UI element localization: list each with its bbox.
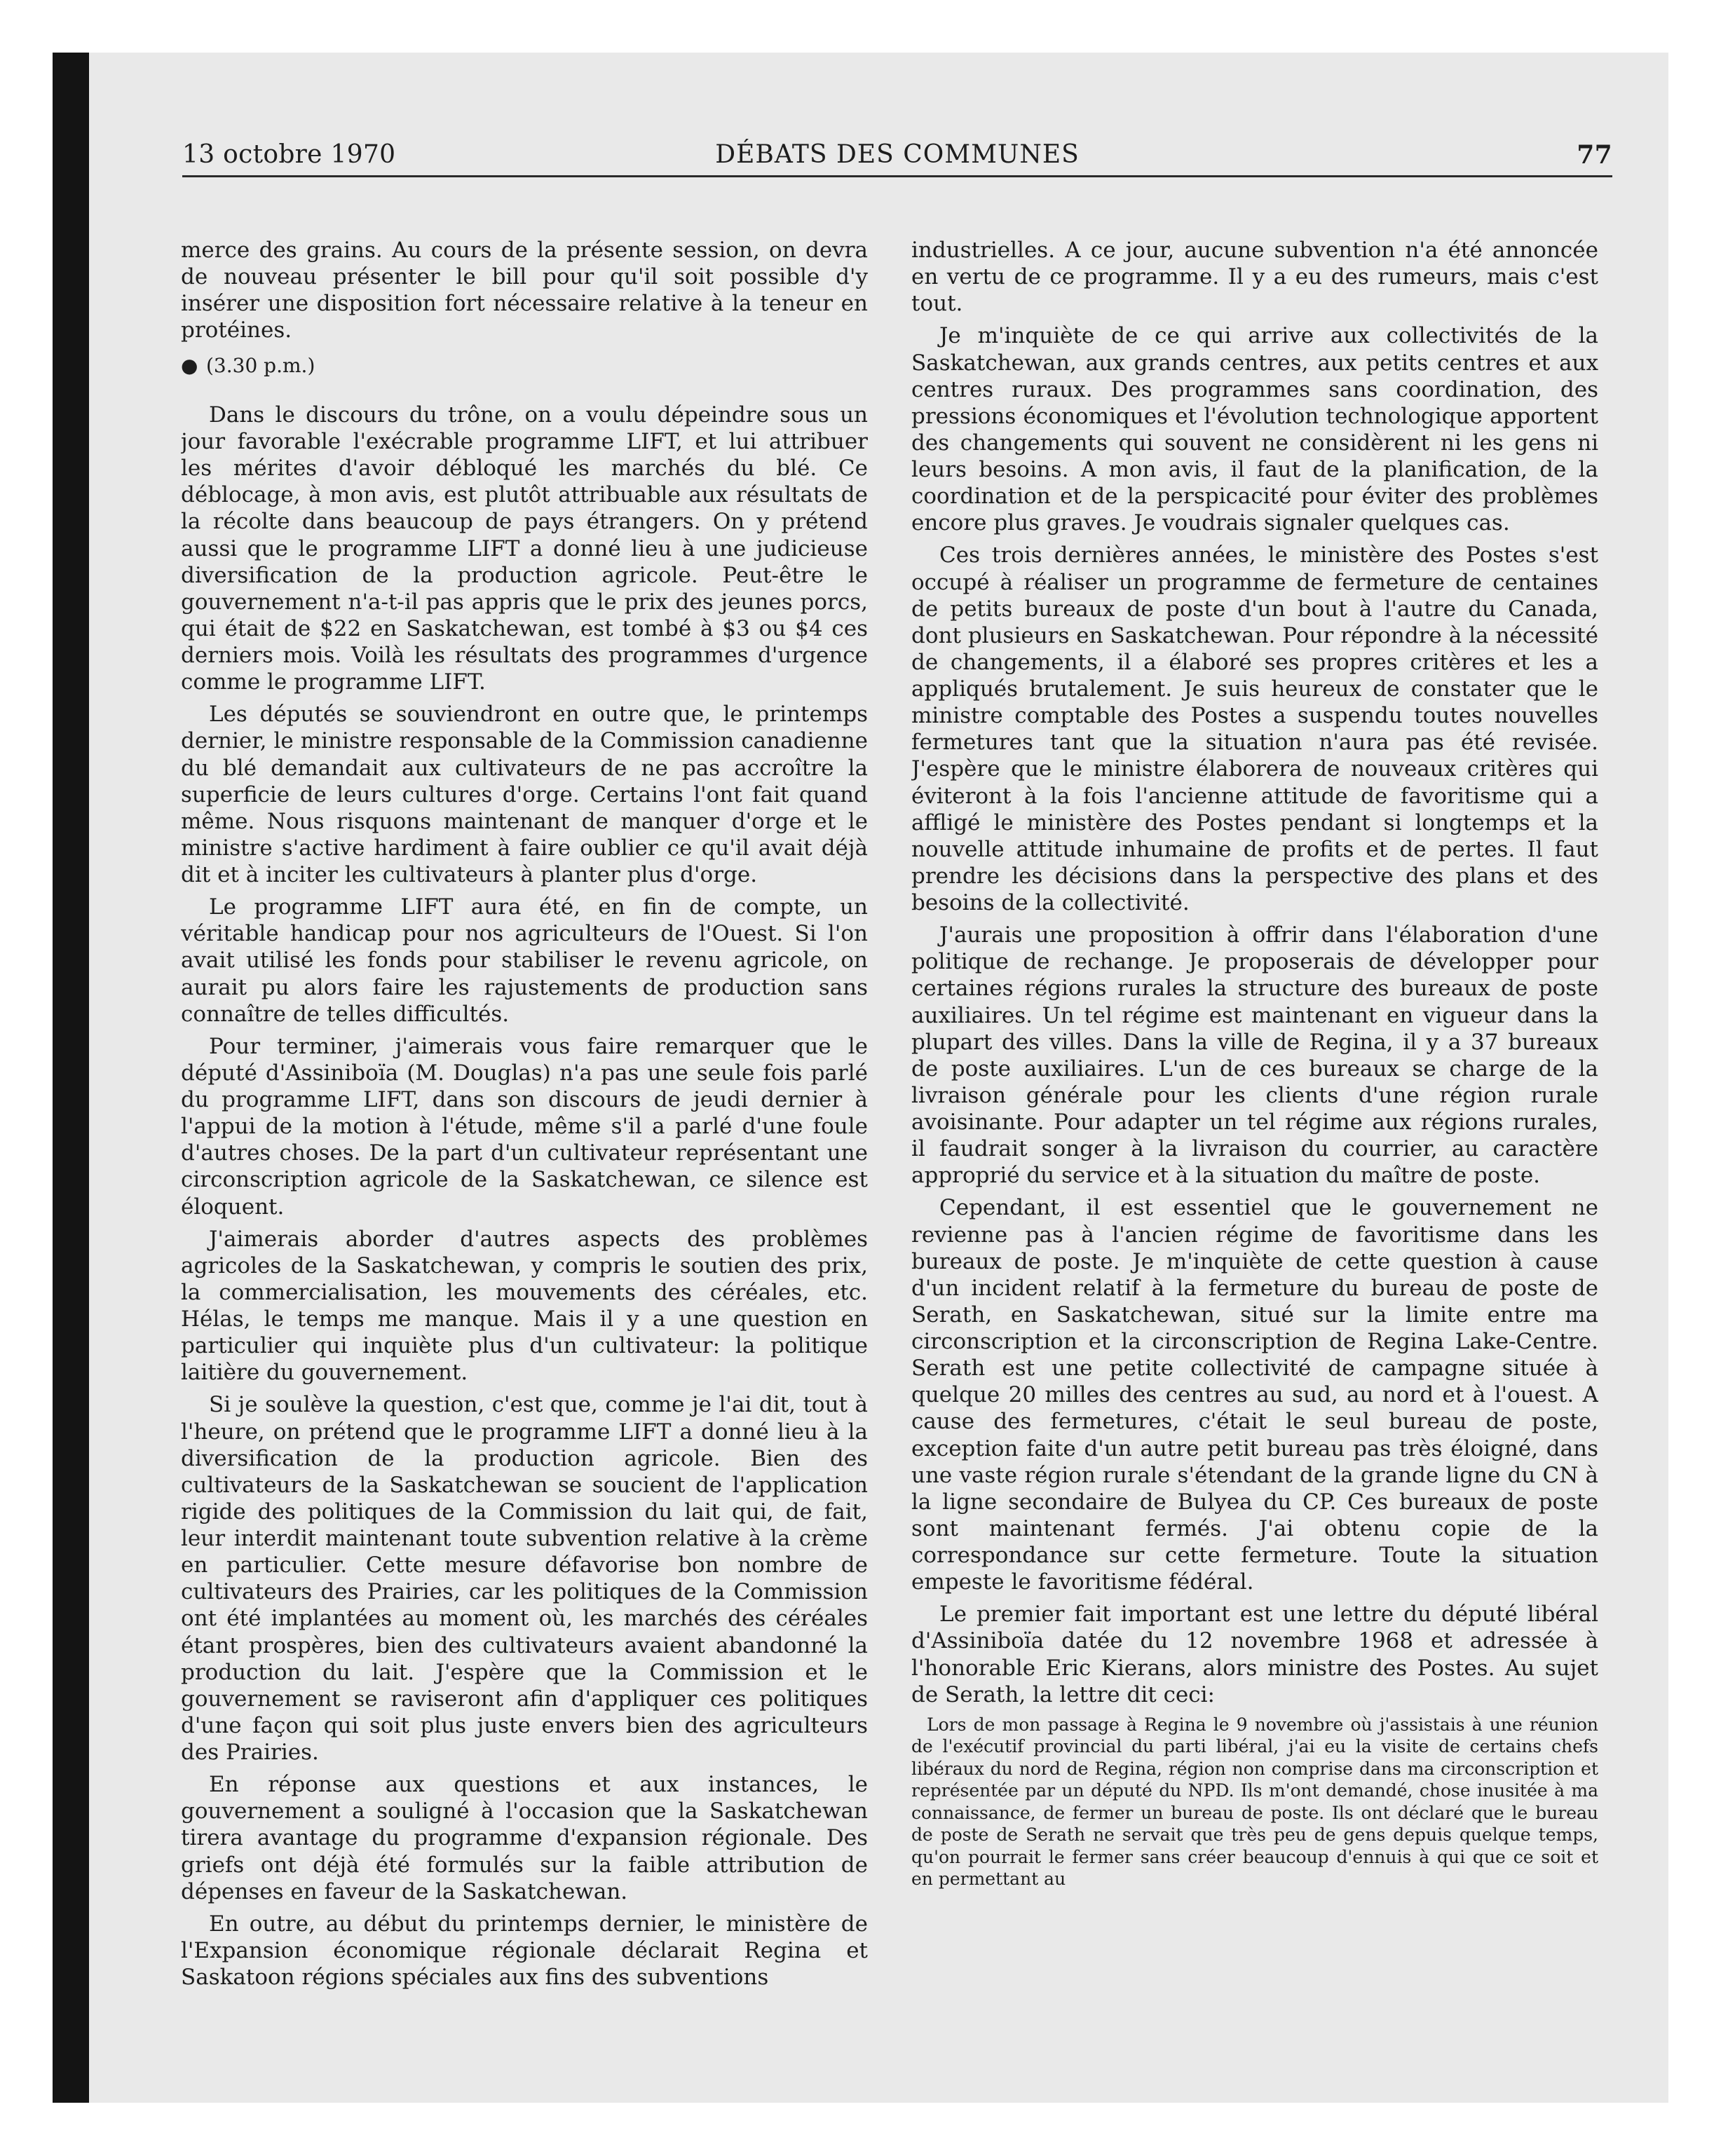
paragraph: merce des grains. Au cours de la présente session, on devra de nouveau présenter le bill pour qu'il soit possible d'y insérer une disposition fort nécessaire relative à la teneur en protéines.: [181, 238, 868, 343]
paragraph: Les députés se souviendront en outre que, le printemps dernier, le ministre responsable de la Commission canadienne du blé demandait aux cultivateurs de ne pas accroître la superficie de leurs cultures d'orge. Certains l'ont fait quand même. Nous risquons maintenant de manquer d'orge et le ministre s'active hardiment à faire oublier ce qu'il avait déjà dit et à inciter les cultivateurs à planter plus d'orge.: [181, 702, 868, 888]
paragraph: Je m'inquiète de ce qui arrive aux collectivités de la Saskatchewan, aux grands centres, aux petits centres et aux centres ruraux. Des programmes sans coordination, des pressions économiques et l'évolution technologique apportent des changements qui souvent ne considèrent ni les gens ni leurs besoins. A mon avis, il faut de la planification, de la coordination et de la perspicacité pour éviter des problèmes encore plus graves. Je voudrais signaler quelques cas.: [911, 323, 1598, 536]
paragraph: Cependant, il est essentiel que le gouvernement ne revienne pas à l'ancien régime de favoritisme dans les bureaux de poste. Je m'inquiète de cette question à cause d'un incident relatif à la fermeture du bureau de poste de Serath, en Saskatchewan, situé sur la limite entre ma circonscription et la circonscription de Regina Lake-Centre. Serath est une petite collectivité de campagne située à quelque 20 milles des centres au sud, au nord et à l'ouest. A cause des fermetures, c'était le seul bureau de poste, exception faite d'un autre petit bureau pas très éloigné, dans une vaste région rurale s'étendant de la grande ligne du CN à la ligne secondaire de Bulyea du CP. Ces bureaux de poste sont maintenant fermés. J'ai obtenu copie de la correspondance sur cette fermeture. Toute la situation empeste le favoritisme fédéral.: [911, 1195, 1598, 1595]
paragraph: Dans le discours du trône, on a voulu dépeindre sous un jour favorable l'exécrable programme LIFT, et lui attribuer les mérites d'avoir débloqué les marchés du blé. Ce déblocage, à mon avis, est plutôt attribuable aux résultats de la récolte dans beaucoup de pays étrangers. On y prétend aussi que le programme LIFT a donné lieu à une judicieuse diversification de la production agricole. Peut-être le gouvernement n'a-t-il pas appris que le prix des jeunes porcs, qui était de $22 en Saskatchewan, est tombé à $3 ou $4 ces derniers mois. Voilà les résultats des programmes d'urgence comme le programme LIFT.: [181, 402, 868, 695]
paragraph: En réponse aux questions et aux instances, le gouvernement a souligné à l'occasion que la Saskatchewan tirera avantage du programme d'expansion régionale. Des griefs ont déjà été formulés sur la faible attribution de dépenses en faveur de la Saskatchewan.: [181, 1772, 868, 1904]
paragraph: industrielles. A ce jour, aucune subvention n'a été annoncée en vertu de ce programme. Il y a eu des rumeurs, mais c'est tout.: [911, 238, 1598, 317]
time-marker-text: (3.30 p.m.): [206, 353, 315, 377]
paragraph: Ces trois dernières années, le ministère des Postes s'est occupé à réaliser un programme de fermeture de centaines de petits bureaux de poste d'un bout à l'autre du Canada, dont plusieurs en Saskatchewan. Pour répondre à la nécessité de changements, il a élaboré ses propres critères et les a appliqués brutalement. Je suis heureux de constater que le ministre comptable des Postes a suspendu toutes nouvelles fermetures tant que la situation n'aura pas été revisée. J'espère que le ministre élaborera de nouveaux critères qui éviteront à la fois l'ancienne attitude de favoritisme qui a affligé le ministère des Postes pendant si longtemps et la nouvelle attitude inhumaine de profits et de pertes. Il faut prendre les décisions dans la perspective des plans et des besoins de la collectivité.: [911, 543, 1598, 915]
paragraph: En outre, au début du printemps dernier, le ministère de l'Expansion économique régionale déclarait Regina et Saskatoon régions spéciales aux fins des subventions: [181, 1911, 868, 1991]
left-column: [181, 237, 868, 2059]
scan-edge-bar: [53, 53, 89, 2103]
right-column: [911, 237, 1598, 2059]
page-header: [182, 135, 1612, 177]
letter-quote: Lors de mon passage à Regina le 9 novembre où j'assistais à une réunion de l'exécutif provincial du parti libéral, j'ai eu la visite de certains chefs libéraux du nord de Regina, région non comprise dans ma circonscription et représentée par un député du NPD. Ils m'ont demandé, chose inusitée à ma connaissance, de fermer un bureau de poste. Ils ont déclaré que le bureau de poste de Serath ne servait que très peu de gens depuis quelque temps, qu'on pourrait le fermer sans créer beaucoup d'ennuis à qui que ce soit et en permettant au: [911, 1714, 1598, 1890]
paragraph: J'aimerais aborder d'autres aspects des problèmes agricoles de la Saskatchewan, y compris le soutien des prix, la commercialisation, les mouvements des céréales, etc. Hélas, le temps me manque. Mais il y a une question en particulier qui inquiète plus d'un cultivateur: la politique laitière du gouvernement.: [181, 1226, 868, 1386]
page-number: 77: [1577, 140, 1612, 170]
paragraph: J'aurais une proposition à offrir dans l'élaboration d'une politique de rechange. Je proposerais de développer pour certaines régions rurales la structure des bureaux de poste auxiliaires. Un tel régime est maintenant en vigueur dans la plupart des villes. Dans la ville de Regina, il y a 37 bureaux de poste auxiliaires. L'un de ces bureaux se charge de la livraison générale pour les clients d'une région rurale avoisinante. Pour adapter un tel régime aux régions rurales, il faudrait songer à la livraison du courrier, au caractère approprié du service et à la situation du maître de poste.: [911, 922, 1598, 1189]
paragraph: Le premier fait important est une lettre du député libéral d'Assiniboïa datée du 12 novembre 1968 et adressée à l'honorable Eric Kierans, alors ministre des Postes. Au sujet de Serath, la lettre dit ceci:: [911, 1602, 1598, 1707]
paragraph: Le programme LIFT aura été, en fin de compte, un véritable handicap pour nos agriculteurs de l'Ouest. Si l'on avait utilisé les fonds pour stabiliser le revenu agricole, on aurait pu alors faire les rajustements de production sans connaître de telles difficultés.: [181, 894, 868, 1027]
time-marker: [181, 354, 868, 378]
paragraph: Pour terminer, j'aimerais vous faire remarquer que le député d'Assiniboïa (M. Douglas) n'a pas une seule fois parlé du programme LIFT, dans son discours de jeudi dernier à l'appui de la motion à l'étude, même s'il a parlé d'une foule d'autres choses. De la part d'un cultivateur représentant une circonscription agricole de la Saskatchewan, ce silence est éloquent.: [181, 1033, 868, 1220]
bullet-icon: ●: [181, 353, 198, 377]
header-title: DÉBATS DES COMMUNES: [715, 140, 1080, 169]
paragraph: Si je soulève la question, c'est que, comme je l'ai dit, tout à l'heure, on prétend que le programme LIFT a donné lieu à la diversification de la production agricole. Bien des cultivateurs de la Saskatchewan se soucient de l'application rigide des politiques de la Commission du lait qui, de fait, leur interdit maintenant toute subvention relative à la crème en particulier. Cette mesure défavorise bon nombre de cultivateurs des Prairies, car les politiques de la Commission ont été implantées au moment où, les marchés des céréales étant prospères, bien des cultivateurs avaient abandonné la production du lait. J'espère que la Commission et le gouvernement se raviseront afin d'appliquer ces politiques d'une façon qui soit plus juste envers bien des agriculteurs des Prairies.: [181, 1392, 868, 1766]
header-date: 13 octobre 1970: [182, 140, 396, 169]
